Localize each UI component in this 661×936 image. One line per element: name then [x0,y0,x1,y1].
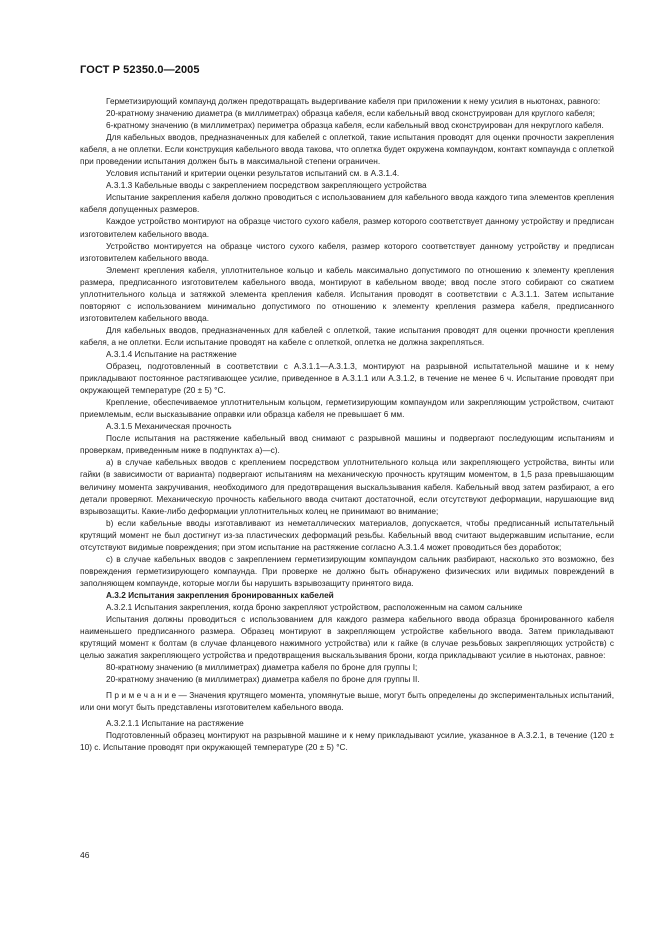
document-body [80,95,614,754]
page-number: 46 [80,850,90,860]
paragraph: Для кабельных вводов, предназначенных для кабелей с оплеткой, такие испытания проводят для оценки прочности закрепления кабеля, а не оплетки. Если конструкция кабельного ввода такова, что оплетка будет окружена компаундом, контакт компаунда с оплеткой при проведении испытания должен быть в максимальной степени ограничен. [80,132,614,167]
paragraph: Элемент крепления кабеля, уплотнительное кольцо и кабель максимально допустимого по отношению к элементу крепления размера, предписанного изготовителем кабельного ввода, монтируют в кабельном вводе; ввод после этого собирают со сжатием уплотнительного кольца и затяжкой элемента крепления кабеля. Испытания проводят в соответствии с А.3.1.1. Затем испытание повторяют с использованием минимально допустимого по отношению к элементу крепления размера кабеля, предписанного изготовителем кабельного ввода. [80,264,614,323]
paragraph: Испытание закрепления кабеля должно проводиться с использованием для кабельного ввода каждого типа элементов крепления кабеля допущенных размеров. [80,192,614,215]
paragraph: 20-кратному значению диаметра (в миллиметрах) образца кабеля, если кабельный ввод сконструирован для круглого кабеля; [106,108,595,119]
list-item: b) если кабельные вводы изготавливают из неметаллических материалов, допускается, чтобы предписанный испытательный крутящий момент не был достигнут из-за пластических деформаций резьбы. Кабельный ввод считают выдержавшим испытание, если отсутствуют видимые повреждения; при этом испытание на растяжение согласно А.3.1.4 может проводиться без доработок; [80,517,614,552]
paragraph: После испытания на растяжение кабельный ввод снимают с разрывной машины и подвергают последующим испытаниям и проверкам, приведенным ниже в подпунктах а)—с). [80,433,614,456]
document-header: ГОСТ Р 52350.0—2005 [80,64,200,76]
paragraph: Подготовленный образец монтируют на разрывной машине и к нему прикладывают усилие, указанное в А.3.2.1, в течение (120 ± 10) с. Испытание проводят при окружающей температуре (20 ± 5) °С. [80,730,614,753]
list-item: с) в случае кабельных вводов с закреплением герметизирующим компаундом сальник разбирают, насколько это возможно, без повреждения герметизирующего компаунда. При проверке не должно быть обнаружено физических или видимых повреждений в заполняющем компаунде, которые могли бы нарушить взрывозащиту принятого вида. [80,553,614,588]
section-heading: А.3.2.1 Испытания закрепления, когда броню закрепляют устройством, расположенным на самом сальнике [106,601,523,612]
paragraph: Испытания должны проводиться с использованием для каждого размера кабельного ввода образца бронированного кабеля наименьшего предписанного размера. Образец монтируют в закрепляющем устройстве кабельного ввода. Затем прикладывают крутящий момент к болтам (в случае фланцевого нажимного устройства) или к гайке (в случае резьбовых закрепляющих устройств) с целью зажатия закрепляющего устройства и предотвращения выскальзывания брони, когда прикладывают усилие в ньютонах, равное: [80,614,614,661]
paragraph: Образец, подготовленный в соответствии с А.3.1.1—А.3.1.3, монтируют на разрывной испытательной машине и к нему прикладывают постоянное растягивающее усилие, приведенное в А.3.1.1 или А.3.1.2, в течение не менее 6 ч. Испытание проводят при окружающей температуре (20 ± 5) °С. [80,361,614,396]
paragraph: Герметизирующий компаунд должен предотвращать выдергивание кабеля при приложении к нему усилия в ньютонах, равного: [106,96,601,106]
paragraph: Крепление, обеспечиваемое уплотнительным кольцом, герметизирующим компаундом или закрепляющим устройством, считают приемлемым, если высказывание оправки или образца кабеля не превышает 6 мм. [80,397,614,420]
paragraph: Каждое устройство монтируют на образце чистого сухого кабеля, размер которого соответствует данному устройству и предписан изготовителем кабельного ввода. [80,216,614,239]
section-heading: А.3.2.1.1 Испытание на растяжение [106,718,244,729]
paragraph: Условия испытаний и критерии оценки результатов испытаний см. в А.3.1.4. [106,168,400,179]
list-item: а) в случае кабельных вводов с креплением посредством уплотнительного кольца или закрепляющего устройства, винты или гайки (в зависимости от варианта) подвергают испытаниям на механическую прочность крутящим моментом, в 1,5 раза превышающим величину момента закручивания, необходимого для предотвращения выскальзывания кабеля. Кабельный ввод затем разбирают, а его детали проверяют. Механическую прочность кабельного ввода считают достаточной, если отсутствуют деформации, нарушающие вид взрывозащиты. Какие-либо деформации уплотнительных колец не принимают во внимание; [80,457,614,516]
list-item: 20-кратному значению (в миллиметрах) диаметра кабеля по броне для группы II. [106,674,420,685]
paragraph: Устройство монтируется на образце чистого сухого кабеля, размер которого соответствует данному устройству и предписан изготовителем кабельного ввода. [80,240,614,263]
paragraph: Для кабельных вводов, предназначенных для кабелей с оплеткой, такие испытания проводят для оценки прочности крепления кабеля, а не оплетки. Если испытание проводят на кабеле с оплеткой, оплетка не должна закрепляться. [80,324,614,347]
section-heading: А.3.1.5 Механическая прочность [106,421,232,432]
section-heading: А.3.1.4 Испытание на растяжение [106,348,237,359]
section-heading-bold: А.3.2 Испытания закрепления бронированных кабелей [106,589,334,600]
section-heading: А.3.1.3 Кабельные вводы с закреплением посредством закрепляющего устройства [106,180,427,191]
list-item: 80-кратному значению (в миллиметрах) диаметра кабеля по броне для группы I; [106,662,418,673]
paragraph: 6-кратному значению (в миллиметрах) периметра образца кабеля, если кабельный ввод сконструирован для некруглого кабеля. [106,120,604,131]
note: П р и м е ч а н и е — Значения крутящего момента, упомянутые выше, могут быть определены до экспериментальных испытаний, или они могут быть представлены изготовителем кабельного ввода. [80,690,614,713]
